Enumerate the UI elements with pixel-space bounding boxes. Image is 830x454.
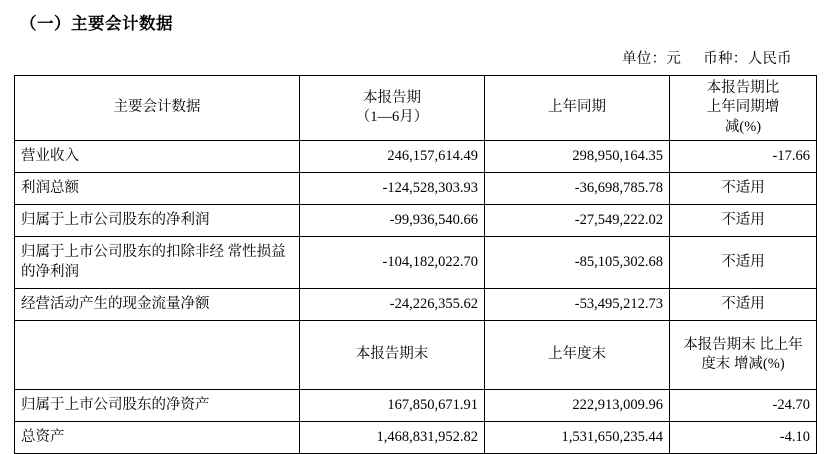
- header-cell-change: [670, 76, 817, 141]
- mid-header-cell-current: 本报告期末: [300, 321, 485, 390]
- financial-data-table: [14, 75, 817, 454]
- row-label-net-profit: 归属于上市公司股东的净利润: [15, 205, 300, 237]
- header-cell-current: [300, 76, 485, 141]
- table-row: [15, 289, 817, 321]
- header-cell-label: 主要会计数据: [15, 76, 300, 141]
- row-previous-net-assets: 222,913,009.96: [485, 390, 670, 422]
- row-change-net-profit: 不适用: [670, 205, 817, 237]
- row-label-total-profit: 利润总额: [15, 173, 300, 205]
- mid-header-change-line3: 增减(%): [733, 356, 785, 372]
- table-mid-header-row: [15, 321, 817, 390]
- header-change-line3: 减(%): [724, 118, 762, 135]
- mid-header-cell-label: [15, 321, 300, 390]
- row-change-total-assets: -4.10: [670, 422, 817, 454]
- row-current-revenue: 246,157,614.49: [300, 141, 485, 173]
- mid-header-change-line2: 比上年度末: [701, 336, 803, 372]
- table-row: [15, 173, 817, 205]
- row-current-net-profit: -99,936,540.66: [300, 205, 485, 237]
- row-previous-revenue: 298,950,164.35: [485, 141, 670, 173]
- mid-header-change-line1: 本报告期末: [683, 336, 756, 353]
- table-row: [15, 141, 817, 173]
- currency-label: 币种：人民币: [703, 51, 792, 67]
- mid-header-cell-change: [670, 321, 817, 390]
- row-change-revenue: -17.66: [670, 141, 817, 173]
- row-change-operating-cash-flow: 不适用: [670, 289, 817, 321]
- header-current-line1: 本报告期: [363, 89, 421, 106]
- row-label-deducted-net-profit: [15, 237, 300, 289]
- row-label-deducted-line2: 常性损益的净利润: [21, 244, 286, 280]
- mid-header-cell-previous: 上年度末: [485, 321, 670, 390]
- row-current-net-assets: 167,850,671.91: [300, 390, 485, 422]
- row-label-net-assets: 归属于上市公司股东的净资产: [15, 390, 300, 422]
- row-label-deducted-line1: 归属于上市公司股东的扣除非经: [21, 244, 224, 261]
- row-previous-total-assets: 1,531,650,235.44: [485, 422, 670, 454]
- row-previous-net-profit: -27,549,222.02: [485, 205, 670, 237]
- row-current-total-assets: 1,468,831,952.82: [300, 422, 485, 454]
- row-previous-total-profit: -36,698,785.78: [485, 173, 670, 205]
- table-row: [15, 422, 817, 454]
- row-change-net-assets: -24.70: [670, 390, 817, 422]
- table-row: [15, 390, 817, 422]
- unit-currency-line: [14, 47, 792, 68]
- row-current-operating-cash-flow: -24,226,355.62: [300, 289, 485, 321]
- row-change-deducted-net-profit: 不适用: [670, 237, 817, 289]
- row-label-revenue: 营业收入: [15, 141, 300, 173]
- row-previous-operating-cash-flow: -53,495,212.73: [485, 289, 670, 321]
- row-previous-deducted-net-profit: -85,105,302.68: [485, 237, 670, 289]
- table-row: [15, 205, 817, 237]
- table-header-row: [15, 76, 817, 141]
- row-current-total-profit: -124,528,303.93: [300, 173, 485, 205]
- header-cell-previous: 上年同期: [485, 76, 670, 141]
- page-title: （一）主要会计数据: [20, 14, 173, 33]
- row-current-deducted-net-profit: -104,182,022.70: [300, 237, 485, 289]
- header-change-line2: 上年同期增: [706, 99, 780, 116]
- row-label-operating-cash-flow: 经营活动产生的现金流量净额: [15, 289, 300, 321]
- row-change-total-profit: 不适用: [670, 173, 817, 205]
- header-change-line1: 本报告期比: [706, 80, 780, 97]
- header-current-line2: （1—6月）: [355, 109, 429, 125]
- unit-label: 单位：元: [621, 51, 682, 67]
- table-row: [15, 237, 817, 289]
- row-label-total-assets: 总资产: [15, 422, 300, 454]
